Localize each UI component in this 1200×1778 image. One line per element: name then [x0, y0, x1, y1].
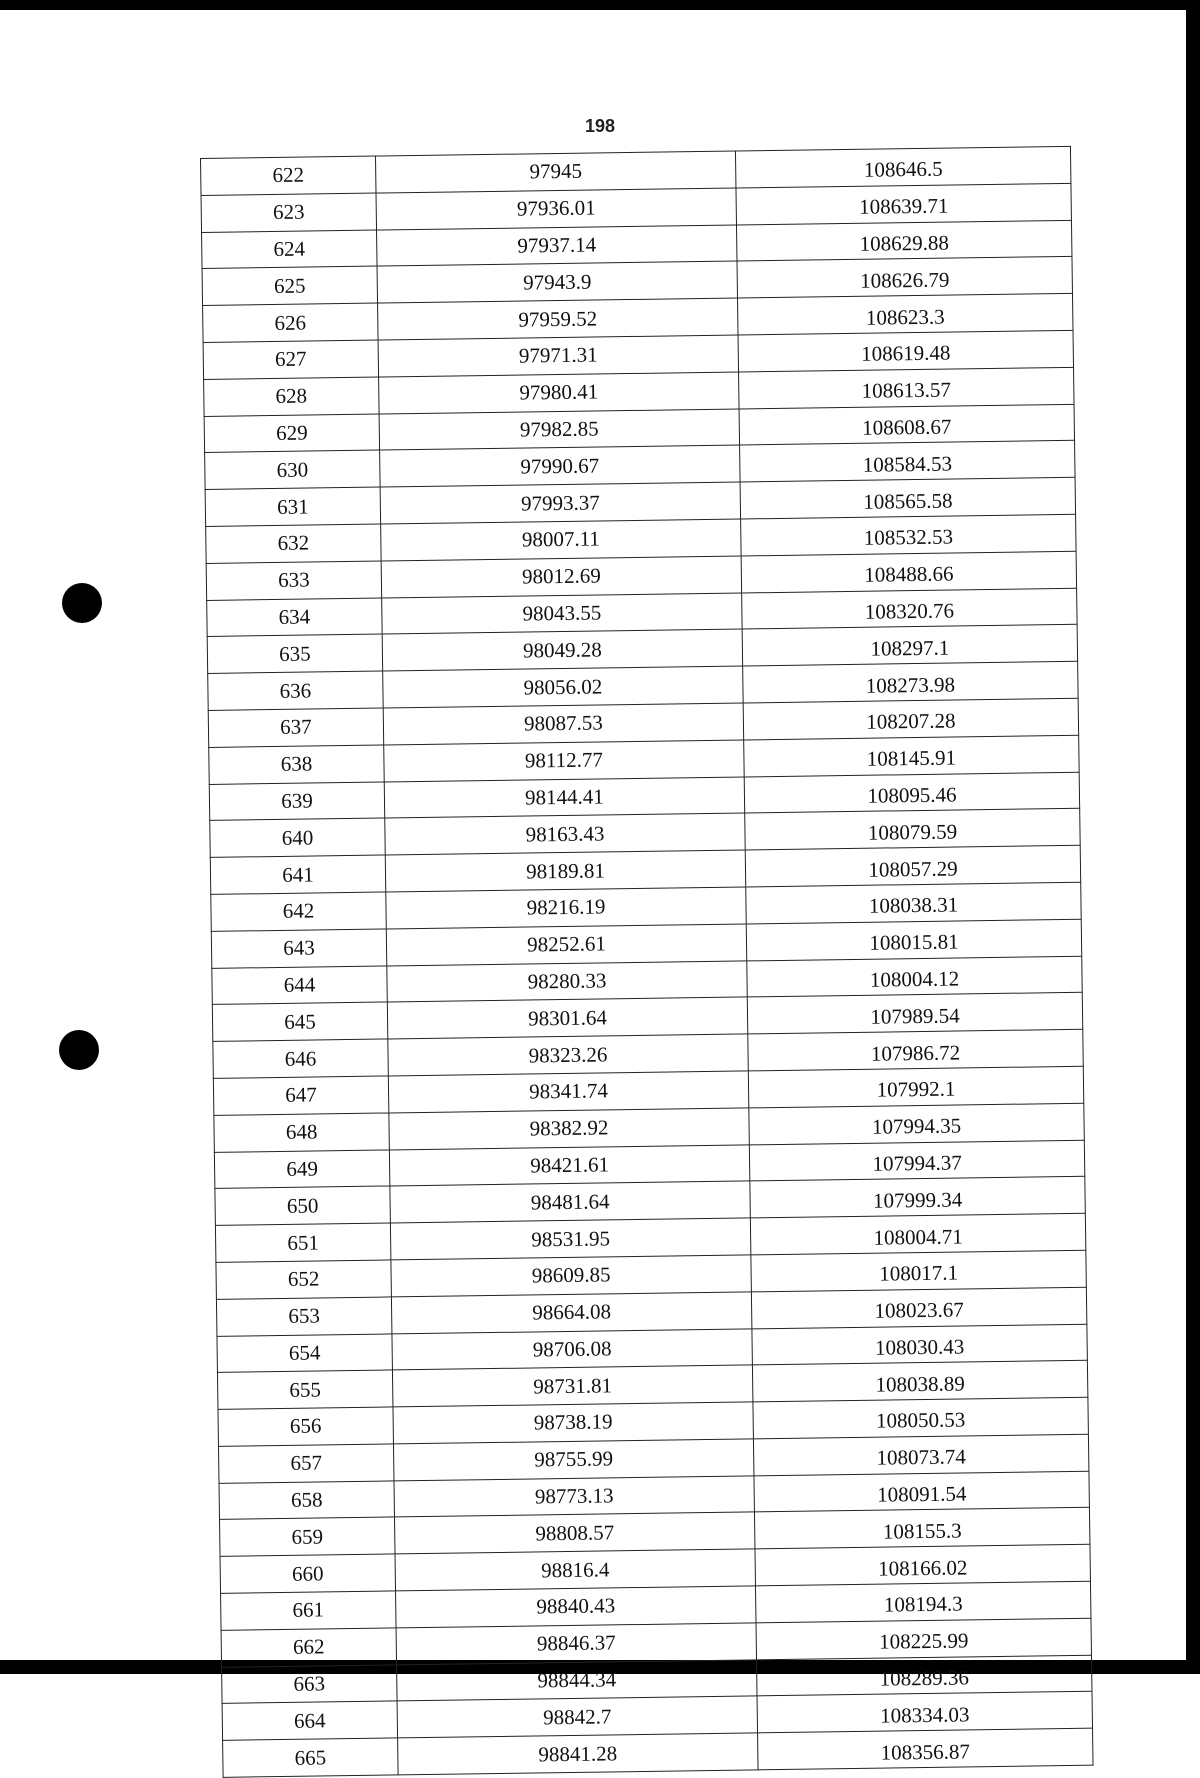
- x-coordinate-cell: 97993.37: [380, 482, 740, 524]
- x-coordinate-cell: 97945: [375, 151, 735, 193]
- x-coordinate-cell: 98421.61: [389, 1144, 749, 1186]
- point-number-cell: 650: [215, 1186, 390, 1225]
- y-coordinate-cell: 107994.35: [749, 1103, 1084, 1144]
- y-coordinate-cell: 108320.76: [742, 588, 1077, 629]
- y-coordinate-cell: 107999.34: [750, 1177, 1085, 1218]
- point-number-cell: 635: [207, 634, 382, 673]
- y-coordinate-cell: 108057.29: [745, 845, 1080, 886]
- x-coordinate-cell: 97982.85: [379, 409, 739, 451]
- x-coordinate-cell: 98056.02: [383, 666, 743, 708]
- point-number-cell: 637: [208, 708, 383, 747]
- x-coordinate-cell: 98846.37: [396, 1623, 756, 1665]
- point-number-cell: 649: [214, 1149, 389, 1188]
- x-coordinate-cell: 98731.81: [392, 1365, 752, 1407]
- coordinates-table: [200, 146, 1094, 1778]
- point-number-cell: 624: [202, 230, 377, 269]
- y-coordinate-cell: 108095.46: [744, 772, 1079, 813]
- point-number-cell: 651: [215, 1223, 390, 1262]
- y-coordinate-cell: 108565.58: [740, 477, 1075, 518]
- x-coordinate-cell: 97943.9: [377, 261, 737, 303]
- point-number-cell: 653: [216, 1297, 391, 1336]
- point-number-cell: 643: [211, 929, 386, 968]
- y-coordinate-cell: 107986.72: [748, 1029, 1083, 1070]
- x-coordinate-cell: 98189.81: [385, 850, 745, 892]
- x-coordinate-cell: 98773.13: [394, 1476, 754, 1518]
- y-coordinate-cell: 108532.53: [741, 514, 1076, 555]
- point-number-cell: 641: [210, 855, 385, 894]
- punch-hole-bottom: [59, 1030, 99, 1070]
- point-number-cell: 623: [201, 193, 376, 232]
- y-coordinate-cell: 108166.02: [755, 1544, 1090, 1585]
- y-coordinate-cell: 108488.66: [741, 551, 1076, 592]
- y-coordinate-cell: 108225.99: [756, 1618, 1091, 1659]
- x-coordinate-cell: 98341.74: [388, 1071, 748, 1113]
- point-number-cell: 648: [214, 1113, 389, 1152]
- point-number-cell: 626: [203, 303, 378, 342]
- x-coordinate-cell: 98087.53: [383, 703, 743, 745]
- y-coordinate-cell: 108297.1: [742, 625, 1077, 666]
- point-number-cell: 629: [204, 414, 379, 453]
- y-coordinate-cell: 108626.79: [737, 257, 1072, 298]
- y-coordinate-cell: 108194.3: [755, 1581, 1090, 1622]
- point-number-cell: 656: [218, 1407, 393, 1446]
- y-coordinate-cell: 108608.67: [739, 404, 1074, 445]
- x-coordinate-cell: 98323.26: [388, 1034, 748, 1076]
- y-coordinate-cell: 108017.1: [751, 1250, 1086, 1291]
- point-number-cell: 663: [222, 1665, 397, 1704]
- x-coordinate-cell: 97990.67: [380, 445, 740, 487]
- y-coordinate-cell: 107994.37: [749, 1140, 1084, 1181]
- x-coordinate-cell: 97937.14: [377, 225, 737, 267]
- y-coordinate-cell: 108091.54: [754, 1471, 1089, 1512]
- point-number-cell: 640: [210, 818, 385, 857]
- point-number-cell: 647: [213, 1076, 388, 1115]
- point-number-cell: 652: [216, 1260, 391, 1299]
- y-coordinate-cell: 108629.88: [736, 220, 1071, 261]
- y-coordinate-cell: 108289.36: [757, 1655, 1092, 1696]
- point-number-cell: 658: [219, 1481, 394, 1520]
- y-coordinate-cell: 108613.57: [739, 367, 1074, 408]
- x-coordinate-cell: 98043.55: [382, 593, 742, 635]
- x-coordinate-cell: 97959.52: [378, 298, 738, 340]
- point-number-cell: 661: [221, 1591, 396, 1630]
- point-number-cell: 628: [204, 377, 379, 416]
- y-coordinate-cell: 108155.3: [754, 1508, 1089, 1549]
- y-coordinate-cell: 108079.59: [745, 809, 1080, 850]
- table-body: [201, 146, 1094, 1777]
- point-number-cell: 659: [220, 1517, 395, 1556]
- point-number-cell: 630: [205, 450, 380, 489]
- page-number: 198: [584, 116, 616, 136]
- x-coordinate-cell: 97980.41: [379, 372, 739, 414]
- x-coordinate-cell: 98216.19: [386, 887, 746, 929]
- y-coordinate-cell: 108623.3: [738, 294, 1073, 335]
- point-number-cell: 662: [221, 1628, 396, 1667]
- point-number-cell: 625: [202, 266, 377, 305]
- point-number-cell: 645: [212, 1002, 387, 1041]
- x-coordinate-cell: 98664.08: [391, 1292, 751, 1334]
- y-coordinate-cell: 108356.87: [758, 1728, 1093, 1769]
- point-number-cell: 665: [223, 1738, 398, 1777]
- x-coordinate-cell: 98844.34: [397, 1660, 757, 1702]
- point-number-cell: 660: [220, 1554, 395, 1593]
- y-coordinate-cell: 107989.54: [747, 993, 1082, 1034]
- x-coordinate-cell: 98144.41: [384, 777, 744, 819]
- point-number-cell: 664: [222, 1701, 397, 1740]
- x-coordinate-cell: 98280.33: [387, 960, 747, 1002]
- point-number-cell: 622: [201, 156, 376, 195]
- coordinates-table-wrapper: [200, 146, 1093, 1778]
- point-number-cell: 627: [203, 340, 378, 379]
- y-coordinate-cell: 108004.71: [750, 1213, 1085, 1254]
- y-coordinate-cell: 108023.67: [751, 1287, 1086, 1328]
- y-coordinate-cell: 108584.53: [740, 441, 1075, 482]
- x-coordinate-cell: 98816.4: [395, 1549, 755, 1591]
- y-coordinate-cell: 108030.43: [752, 1324, 1087, 1365]
- y-coordinate-cell: 108038.31: [746, 882, 1081, 923]
- y-coordinate-cell: 108646.5: [735, 146, 1070, 187]
- x-coordinate-cell: 98706.08: [392, 1328, 752, 1370]
- point-number-cell: 642: [211, 892, 386, 931]
- y-coordinate-cell: 108619.48: [738, 330, 1073, 371]
- y-coordinate-cell: 108207.28: [743, 698, 1078, 739]
- x-coordinate-cell: 98007.11: [381, 519, 741, 561]
- point-number-cell: 638: [209, 745, 384, 784]
- y-coordinate-cell: 108073.74: [753, 1434, 1088, 1475]
- x-coordinate-cell: 98252.61: [386, 924, 746, 966]
- x-coordinate-cell: 97971.31: [378, 335, 738, 377]
- y-coordinate-cell: 108145.91: [744, 735, 1079, 776]
- y-coordinate-cell: 108050.53: [753, 1397, 1088, 1438]
- x-coordinate-cell: 98481.64: [390, 1181, 750, 1223]
- x-coordinate-cell: 98738.19: [393, 1402, 753, 1444]
- x-coordinate-cell: 98755.99: [393, 1439, 753, 1481]
- y-coordinate-cell: 108334.03: [757, 1692, 1092, 1733]
- x-coordinate-cell: 98301.64: [387, 997, 747, 1039]
- point-number-cell: 636: [208, 671, 383, 710]
- x-coordinate-cell: 98842.7: [397, 1696, 757, 1738]
- x-coordinate-cell: 98531.95: [390, 1218, 750, 1260]
- x-coordinate-cell: 98609.85: [391, 1255, 751, 1297]
- x-coordinate-cell: 98382.92: [389, 1108, 749, 1150]
- point-number-cell: 644: [212, 966, 387, 1005]
- point-number-cell: 655: [217, 1370, 392, 1409]
- x-coordinate-cell: 98163.43: [385, 813, 745, 855]
- y-coordinate-cell: 108004.12: [747, 956, 1082, 997]
- x-coordinate-cell: 98012.69: [381, 556, 741, 598]
- y-coordinate-cell: 108273.98: [743, 661, 1078, 702]
- x-coordinate-cell: 98840.43: [396, 1586, 756, 1628]
- point-number-cell: 634: [207, 598, 382, 637]
- x-coordinate-cell: 98808.57: [394, 1512, 754, 1554]
- y-coordinate-cell: 108038.89: [752, 1361, 1087, 1402]
- x-coordinate-cell: 98049.28: [382, 629, 742, 671]
- point-number-cell: 654: [217, 1333, 392, 1372]
- point-number-cell: 633: [206, 561, 381, 600]
- point-number-cell: 657: [218, 1444, 393, 1483]
- x-coordinate-cell: 97936.01: [376, 188, 736, 230]
- point-number-cell: 646: [213, 1039, 388, 1078]
- x-coordinate-cell: 98112.77: [384, 740, 744, 782]
- point-number-cell: 639: [209, 782, 384, 821]
- y-coordinate-cell: 108639.71: [736, 183, 1071, 224]
- point-number-cell: 631: [205, 487, 380, 526]
- x-coordinate-cell: 98841.28: [398, 1733, 758, 1775]
- point-number-cell: 632: [206, 524, 381, 563]
- punch-hole-top: [62, 583, 102, 623]
- y-coordinate-cell: 108015.81: [746, 919, 1081, 960]
- y-coordinate-cell: 107992.1: [748, 1066, 1083, 1107]
